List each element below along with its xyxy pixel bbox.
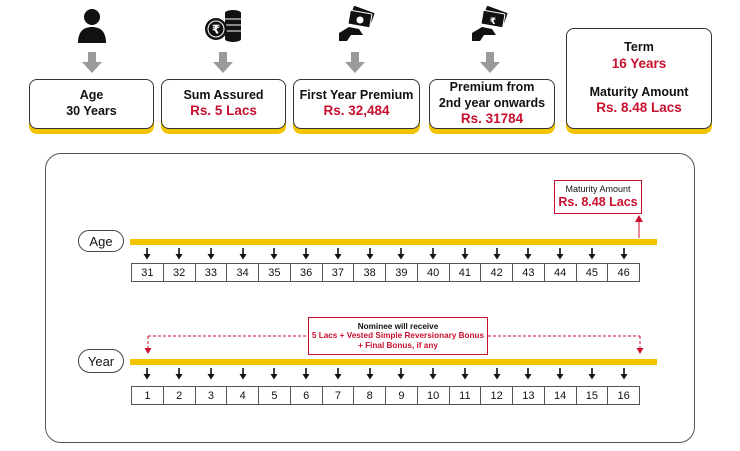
maturity-callout-title: Maturity Amount <box>565 184 631 195</box>
down-arrow-icon <box>290 368 323 382</box>
age-card-value: 30 Years <box>66 104 117 118</box>
year-cell: 11 <box>449 386 482 405</box>
year-cell: 2 <box>163 386 196 405</box>
maturity-up-arrow-icon <box>633 214 645 238</box>
hand-rupee-note-icon <box>470 5 510 45</box>
down-arrow-icon <box>345 52 365 74</box>
down-arrow-icon <box>544 248 577 262</box>
down-arrow-icon <box>607 248 640 262</box>
down-arrow-icon <box>417 368 450 382</box>
nominee-callout-line3: + Final Bonus, if any <box>358 340 438 350</box>
age-cell: 41 <box>449 263 482 282</box>
age-timeline-bar <box>130 239 657 245</box>
year-cell: 9 <box>385 386 418 405</box>
age-cell: 45 <box>576 263 609 282</box>
down-arrow-icon <box>163 248 196 262</box>
person-icon <box>72 5 112 45</box>
down-arrow-icon <box>82 52 102 74</box>
down-arrow-icon <box>385 248 418 262</box>
age-cell: 36 <box>290 263 323 282</box>
year-cell: 14 <box>544 386 577 405</box>
later-premium-card <box>429 79 555 129</box>
down-arrow-icon <box>576 248 609 262</box>
age-row <box>131 263 640 282</box>
down-arrow-icon <box>195 248 228 262</box>
down-arrow-icon <box>512 368 545 382</box>
down-arrow-icon <box>226 248 259 262</box>
age-axis-label: Age <box>78 230 124 252</box>
down-arrow-icon <box>290 248 323 262</box>
age-cell: 43 <box>512 263 545 282</box>
down-arrow-icon <box>353 248 386 262</box>
down-arrow-icon <box>607 368 640 382</box>
year-cell: 16 <box>607 386 640 405</box>
year-cell: 5 <box>258 386 291 405</box>
first-year-premium-label: First Year Premium <box>299 87 414 102</box>
down-arrow-icon <box>131 368 164 382</box>
maturity-amount-value: Rs. 8.48 Lacs <box>596 100 682 116</box>
later-premium-label-line1: Premium from <box>449 79 535 94</box>
age-cell: 38 <box>353 263 386 282</box>
down-arrow-icon <box>544 368 577 382</box>
down-arrow-icon <box>322 368 355 382</box>
year-cell: 10 <box>417 386 450 405</box>
year-cell: 12 <box>480 386 513 405</box>
year-axis-label: Year <box>78 349 124 373</box>
down-arrow-icon <box>385 368 418 382</box>
down-arrow-icon <box>322 248 355 262</box>
nominee-callout-line2: 5 Lacs + Vested Simple Reversionary Bonus <box>311 331 485 341</box>
year-timeline-bar <box>130 359 657 365</box>
age-cell: 39 <box>385 263 418 282</box>
later-premium-label-line2: 2nd year onwards <box>438 95 546 110</box>
svg-text:₹: ₹ <box>211 22 221 37</box>
down-arrow-icon <box>417 248 450 262</box>
age-cell: 34 <box>226 263 259 282</box>
down-arrow-icon <box>213 52 233 74</box>
age-card <box>29 79 154 129</box>
sum-assured-label: Sum Assured <box>183 87 264 102</box>
down-arrow-icon <box>576 368 609 382</box>
term-card <box>566 28 712 129</box>
sum-assured-card <box>161 79 286 129</box>
later-premium-value: Rs. 31784 <box>460 111 524 127</box>
age-cell: 33 <box>195 263 228 282</box>
maturity-callout-value: Rs. 8.48 Lacs <box>558 194 638 209</box>
age-card-label: Age <box>79 88 104 103</box>
year-cell: 15 <box>576 386 609 405</box>
down-arrow-icon <box>449 368 482 382</box>
age-arrows <box>131 248 640 262</box>
nominee-span-arrows <box>143 330 648 355</box>
down-arrow-icon <box>258 368 291 382</box>
hand-cash-icon <box>337 5 377 45</box>
year-cell: 3 <box>195 386 228 405</box>
svg-text:₹: ₹ <box>489 17 497 27</box>
age-cell: 32 <box>163 263 196 282</box>
age-cell: 42 <box>480 263 513 282</box>
age-cell: 31 <box>131 263 164 282</box>
year-cell: 13 <box>512 386 545 405</box>
year-cell: 6 <box>290 386 323 405</box>
term-label: Term <box>624 40 654 54</box>
year-cell: 8 <box>353 386 386 405</box>
down-arrow-icon <box>512 248 545 262</box>
age-cell: 46 <box>607 263 640 282</box>
maturity-amount-label: Maturity Amount <box>589 84 689 99</box>
year-cell: 4 <box>226 386 259 405</box>
down-arrow-icon <box>131 248 164 262</box>
down-arrow-icon <box>480 368 513 382</box>
year-arrows <box>131 368 640 382</box>
sum-assured-value: Rs. 5 Lacs <box>190 103 257 119</box>
down-arrow-icon <box>258 248 291 262</box>
down-arrow-icon <box>163 368 196 382</box>
down-arrow-icon <box>226 368 259 382</box>
age-cell: 37 <box>322 263 355 282</box>
age-cell: 35 <box>258 263 291 282</box>
age-cell: 40 <box>417 263 450 282</box>
nominee-callout-title: Nominee will receive <box>357 321 439 331</box>
first-year-premium-value: Rs. 32,484 <box>323 103 390 119</box>
down-arrow-icon <box>195 368 228 382</box>
year-cell: 7 <box>322 386 355 405</box>
down-arrow-icon <box>353 368 386 382</box>
maturity-callout <box>554 180 642 214</box>
first-year-premium-card <box>293 79 420 129</box>
term-value: 16 Years <box>611 55 667 71</box>
year-cell: 1 <box>131 386 164 405</box>
age-cell: 44 <box>544 263 577 282</box>
down-arrow-icon <box>449 248 482 262</box>
down-arrow-icon <box>480 52 500 74</box>
year-row <box>131 386 640 405</box>
down-arrow-icon <box>480 248 513 262</box>
rupee-coins-icon <box>203 5 243 45</box>
